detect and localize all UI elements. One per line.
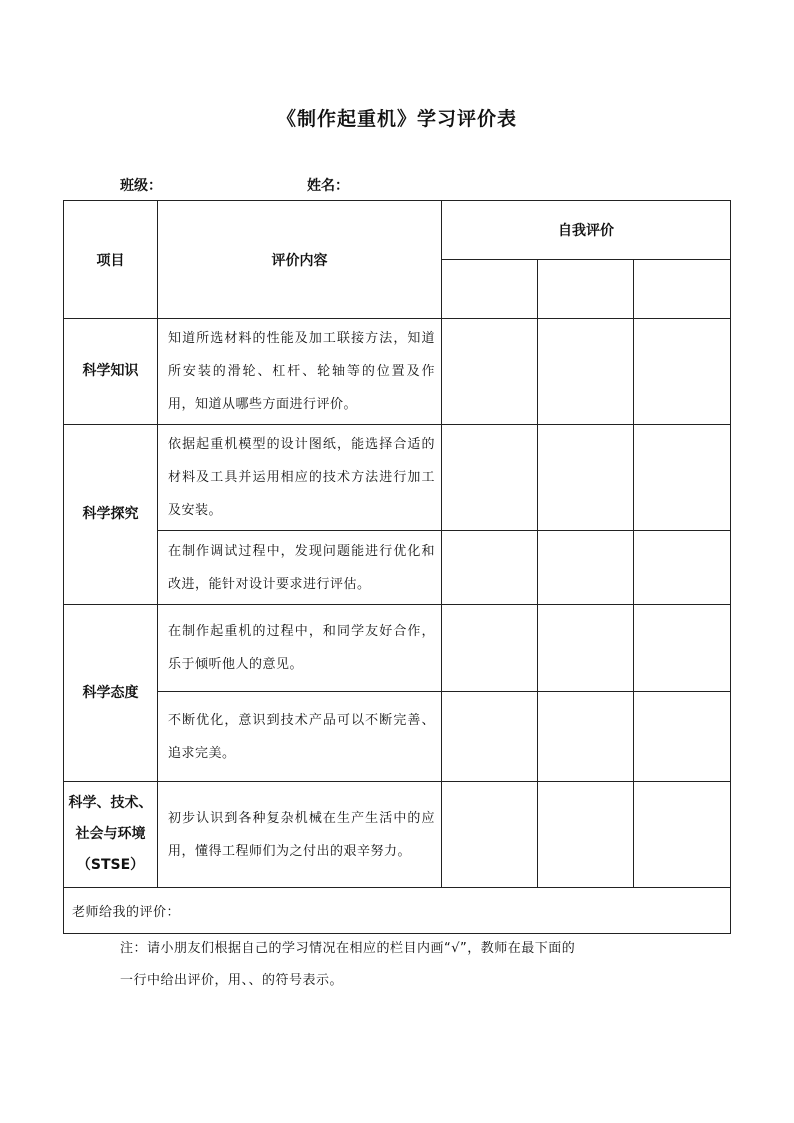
self-eval-cell[interactable] xyxy=(442,319,538,425)
footnote xyxy=(120,933,700,997)
criteria-text: 初步认识到各种复杂机械在生产生活中的应用，懂得工程师们为之付出的艰辛努力。 xyxy=(158,782,442,888)
table-row xyxy=(64,531,731,605)
item-stse-line-1: 科学、技术、 xyxy=(68,795,153,811)
self-eval-level-2-header xyxy=(538,260,634,319)
header-item: 项目 xyxy=(64,201,158,319)
criteria-text: 依据起重机模型的设计图纸，能选择合适的材料及工具并运用相应的技术方法进行加工及安装。 xyxy=(158,425,442,531)
self-eval-cell[interactable] xyxy=(634,782,731,888)
self-eval-level-3-header xyxy=(634,260,731,319)
item-science-knowledge: 科学知识 xyxy=(64,319,158,425)
teacher-comment-label: 老师给我的评价： xyxy=(72,905,181,920)
table-row xyxy=(64,319,731,425)
self-eval-cell[interactable] xyxy=(538,531,634,605)
evaluation-table xyxy=(63,200,731,934)
self-eval-level-1-header xyxy=(442,260,538,319)
item-stse-line-2: 社会与环境 xyxy=(75,826,146,842)
header-row xyxy=(64,201,731,260)
item-science-attitude: 科学态度 xyxy=(64,605,158,782)
table-row xyxy=(64,605,731,692)
name-label: 姓名： xyxy=(307,178,349,194)
criteria-text: 在制作起重机的过程中，和同学友好合作，乐于倾听他人的意见。 xyxy=(158,605,442,692)
self-eval-cell[interactable] xyxy=(634,319,731,425)
self-eval-cell[interactable] xyxy=(634,692,731,782)
criteria-text: 不断优化，意识到技术产品可以不断完善、追求完美。 xyxy=(158,692,442,782)
criteria-text: 在制作调试过程中，发现问题能进行优化和改进，能针对设计要求进行评估。 xyxy=(158,531,442,605)
self-eval-cell[interactable] xyxy=(442,782,538,888)
footnote-line-1: 注：请小朋友们根据自己的学习情况在相应的栏目内画“√”，教师在最下面的 xyxy=(120,941,576,956)
teacher-comment-cell[interactable] xyxy=(64,888,731,934)
self-eval-cell[interactable] xyxy=(442,605,538,692)
self-eval-cell[interactable] xyxy=(634,605,731,692)
table-row xyxy=(64,782,731,888)
self-eval-cell[interactable] xyxy=(538,425,634,531)
footnote-line-2: 一行中给出评价，用、、的符号表示。 xyxy=(120,973,344,988)
header-self-eval: 自我评价 xyxy=(442,201,731,260)
table-row xyxy=(64,425,731,531)
teacher-row xyxy=(64,888,731,934)
table-row xyxy=(64,692,731,782)
self-eval-cell[interactable] xyxy=(634,425,731,531)
self-eval-cell[interactable] xyxy=(442,692,538,782)
self-eval-cell[interactable] xyxy=(538,692,634,782)
item-stse-line-3: （STSE） xyxy=(76,857,145,873)
self-eval-cell[interactable] xyxy=(538,605,634,692)
item-stse xyxy=(64,782,158,888)
self-eval-cell[interactable] xyxy=(442,425,538,531)
item-science-inquiry: 科学探究 xyxy=(64,425,158,605)
self-eval-cell[interactable] xyxy=(442,531,538,605)
header-content: 评价内容 xyxy=(158,201,442,319)
page-title: 《制作起重机》学习评价表 xyxy=(276,108,517,130)
criteria-text: 知道所选材料的性能及加工联接方法，知道所安装的滑轮、杠杆、轮轴等的位置及作用，知道从哪些方面进行评价。 xyxy=(158,319,442,425)
self-eval-cell[interactable] xyxy=(634,531,731,605)
self-eval-cell[interactable] xyxy=(538,782,634,888)
class-label: 班级： xyxy=(120,178,162,194)
self-eval-cell[interactable] xyxy=(538,319,634,425)
